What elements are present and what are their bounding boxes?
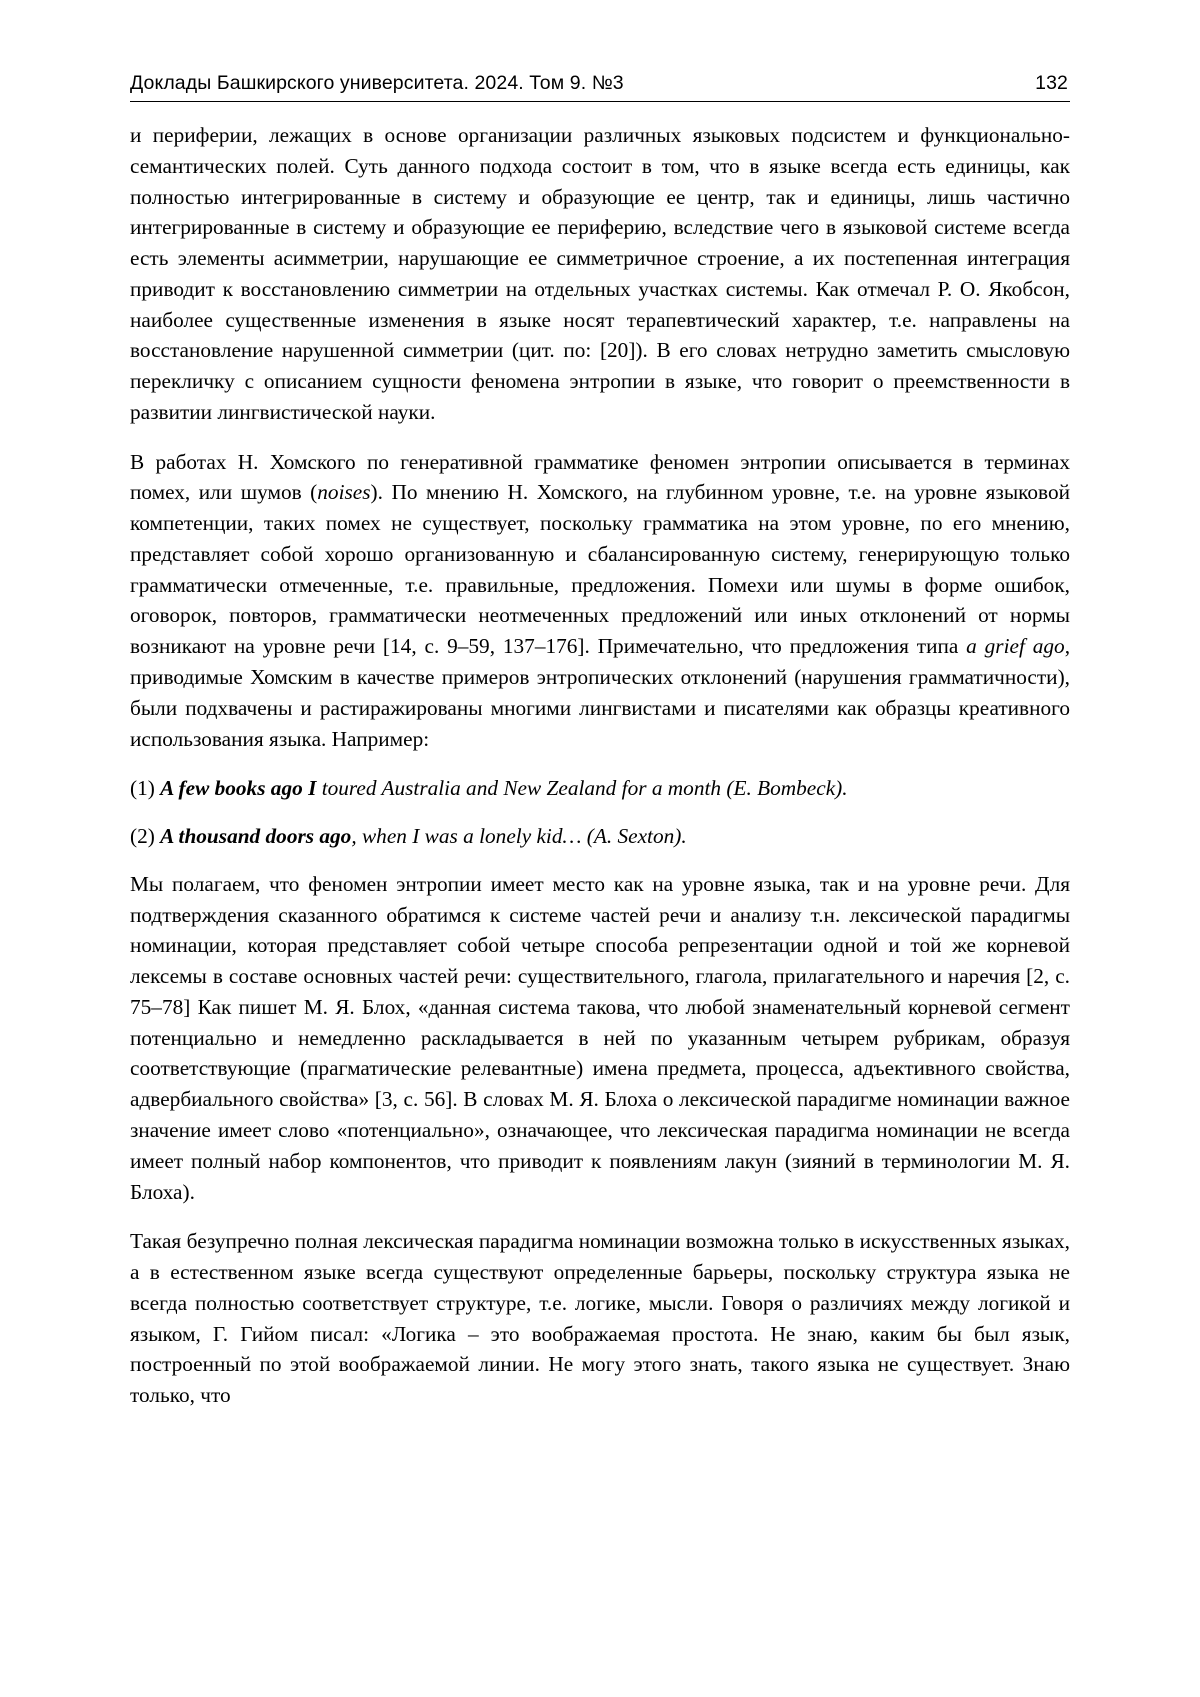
page-number: 132 bbox=[1035, 72, 1068, 94]
example-1 bbox=[130, 773, 1070, 804]
example-2-bold-phrase: A thousand doors ago bbox=[160, 824, 352, 849]
paragraph-2-segment-3: , приводимые Хомским в качестве примеров энтропических отклонений (нарушения грамматичности), были подхвачены и растиражированы многими лингвистами и писателями как образцы креативного использования языка. Например: bbox=[130, 634, 1071, 751]
paragraph-2-italic-noises: noises bbox=[317, 480, 371, 505]
example-1-bold-phrase: A few books ago I bbox=[160, 776, 317, 801]
paragraph-2 bbox=[130, 447, 1070, 755]
paragraph-2-italic-a-grief-ago: a grief ago bbox=[966, 634, 1065, 659]
example-2-text: , when I was a lonely kid… (A. Sexton). bbox=[351, 824, 687, 849]
example-2 bbox=[130, 821, 1070, 852]
page-content bbox=[130, 72, 1070, 1411]
paragraph-1: и периферии, лежащих в основе организации различных языковых подсистем и функционально-семантических полей. Суть данного подхода состоит в том, что в языке всегда есть единицы, как полностью интегрированные в систему и образующие ее центр, так и единицы, лишь частично интегрированные в систему и образующие ее периферию, вследствие чего в языковой системе всегда есть элементы асимметрии, нарушающие ее симметричное строение, а их постепенная интеграция приводит к восстановлению симметрии на отдельных участках системы. Как отмечал Р. О. Якобсон, наиболее существенные изменения в языке носят терапевтический характер, т.е. направлены на восстановление нарушенной симметрии (цит. по: [20]). В его словах нетрудно заметить смысловую перекличку с описанием сущности феномена энтропии в языке, что говорит о преемственности в развитии лингвистической науки. bbox=[130, 123, 1070, 424]
paragraph-2-segment-2: ). По мнению Н. Хомского, на глубинном уровне, т.е. на уровне языковой компетенции, таких помех не существует, поскольку грамматика на этом уровне, по его мнению, представляет собой хорошо организованную и сбалансированную систему, генерирующую только грамматически отмеченные, т.е. правильные, предложения. Помехи или шумы в форме ошибок, оговорок, повторов, грамматически неотмеченных предложений или иных отклонений от нормы возникают на уровне речи [14, с. 9–59, 137–176]. Примечательно, что предложения типа bbox=[130, 480, 1070, 659]
paragraph-3: Мы полагаем, что феномен энтропии имеет место как на уровне языка, так и на уровне речи. Для подтверждения сказанного обратимся к системе частей речи и анализу т.н. лексической парадигмы номинации, которая представляет собой четыре способа репрезентации одной и той же корневой лексемы в составе основных частей речи: существительного, глагола, прилагательного и наречия [2, с. 75–78] Как пишет М. Я. Блох, «данная система такова, что любой знаменательный корневой сегмент потенциально и немедленно раскладывается в ней по указанным четырем рубрикам, образуя соответствующие (прагматические релевантные) имена предмета, процесса, адъективного свойства, адвербиального свойства» [3, с. 56]. В словах М. Я. Блоха о лексической парадигме номинации важное значение имеет слово «потенциально», означающее, что лексическая парадигма номинации не всегда имеет полный набор компонентов, что приводит к появлениям лакун (зияний в терминологии М. Я. Блоха). bbox=[130, 871, 1070, 1204]
paragraph-2-segment-1: В работах Н. Хомского по генеративной грамматике феномен энтропии описывается в терминах помех, или шумов ( bbox=[130, 449, 1070, 505]
running-title: Доклады Башкирского университета. 2024. Том 9. №3 bbox=[130, 72, 624, 94]
example-1-text: toured Australia and New Zealand for a month (E. Bombeck). bbox=[321, 776, 848, 801]
example-1-number: (1) bbox=[130, 776, 155, 801]
page-header bbox=[130, 72, 1070, 102]
example-2-number: (2) bbox=[130, 824, 155, 849]
paragraph-4: Такая безупречно полная лексическая парадигма номинации возможна только в искусственных языках, а в естественном языке всегда существуют определенные барьеры, поскольку структура языка не всегда полностью соответствует структуре, т.е. логике, мысли. Говоря о различиях между логикой и языком, Г. Гийом писал: «Логика – это воображаемая простота. Не знаю, каким бы был язык, построенный по этой воображаемой линии. Не могу этого знать, такого языка не существует. Знаю только, что bbox=[130, 1229, 1070, 1408]
article-body bbox=[130, 120, 1070, 1411]
